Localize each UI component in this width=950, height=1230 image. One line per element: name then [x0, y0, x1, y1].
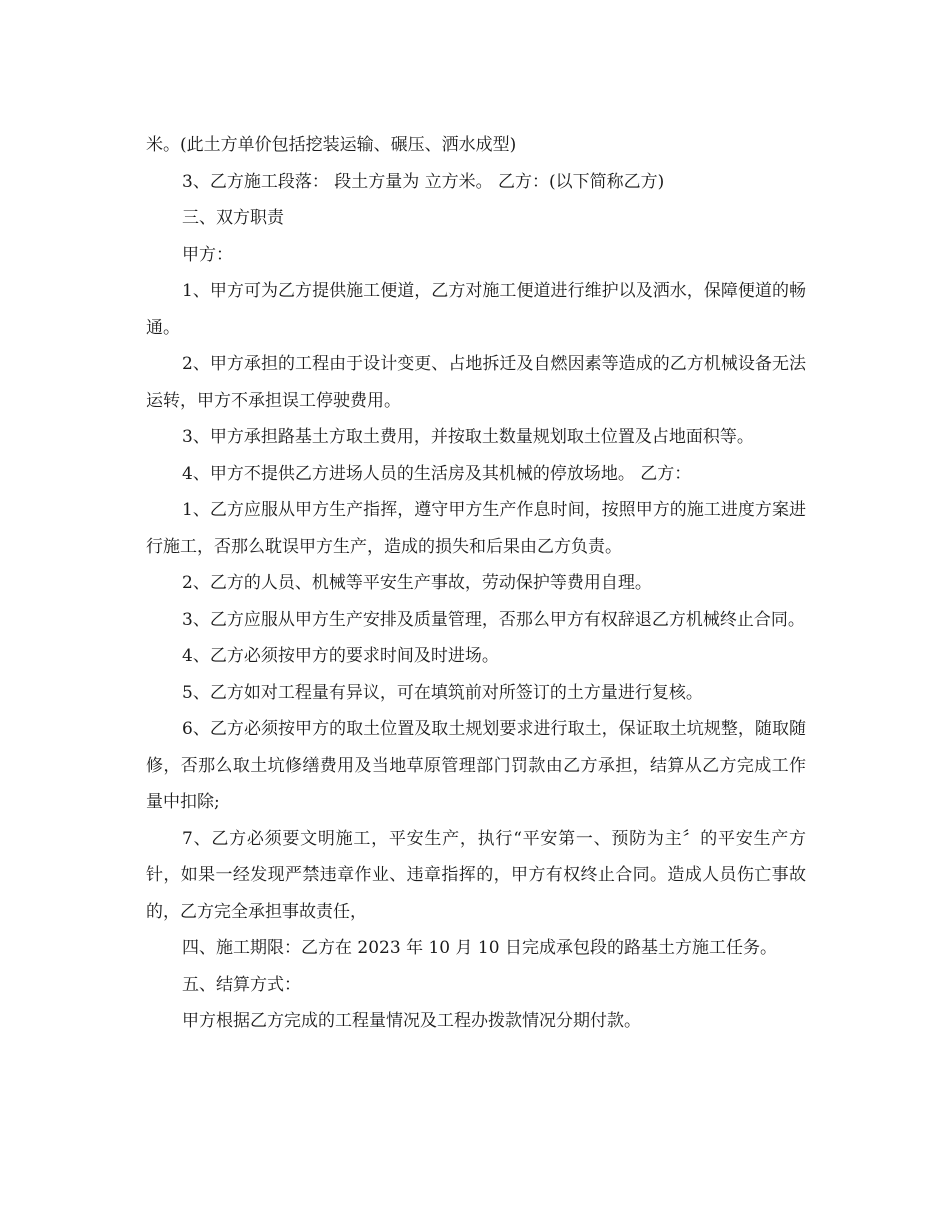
party-a-clause-3: 3、甲方承担路基土方取土费用，并按取土数量规划取土位置及占地面积等。 [182, 427, 754, 447]
party-b-clause-6: 6、乙方必须按甲方的取土位置及取土规划要求进行取土，保证取土坑规整，随取随修，否那么取土坑修缮费用及当地草原管理部门罚款由乙方承担，结算从乙方完成工作量中扣除; [146, 719, 806, 812]
party-a-heading: 甲方： [182, 244, 233, 265]
paragraph-payment-terms: 甲方根据乙方完成的工程量情况及工程办拨款情况分期付款。 [182, 1011, 641, 1031]
party-b-clause-2: 2、乙方的人员、机械等平安生产事故，劳动保护等费用自理。 [182, 573, 652, 593]
party-b-clause-3: 3、乙方应服从甲方生产安排及质量管理，否那么甲方有权辞退乙方机械终止合同。 [182, 609, 805, 630]
party-a-clause-2: 2、甲方承担的工程由于设计变更、占地拆迁及自燃因素等造成的乙方机械设备无法运转，甲方不承担误工停驶费用。 [146, 354, 806, 411]
party-b-clause-7: 7、乙方必须要文明施工，平安生产，执行“平安第一、预防为主〞的平安生产方针，如果一经发现严禁违章作业、违章指挥的，甲方有权终止合同。造成人员伤亡事故的，乙方完全承担事故责任， [146, 828, 806, 922]
section-heading-settlement: 五、结算方式： [182, 974, 301, 995]
section-heading-construction-period: 四、施工期限：乙方在 2023 年 10 月 10 日完成承包段的路基土方施工任务。 [182, 938, 777, 958]
paragraph-earthwork-price-note: 米。(此土方单价包括挖装运输、碾压、洒水成型) [146, 135, 517, 155]
paragraph-construction-section: 3、乙方施工段落： 段土方量为 立方米。 乙方：(以下简称乙方) [182, 171, 665, 192]
party-b-clause-5: 5、乙方如对工程量有异议，可在填筑前对所签订的土方量进行复核。 [182, 682, 703, 703]
party-b-clause-4: 4、乙方必须按甲方的要求时间及时进场。 [182, 646, 499, 666]
document-body [146, 127, 806, 1040]
party-a-clause-1: 1、甲方可为乙方提供施工便道，乙方对施工便道进行维护以及洒水，保障便道的畅通。 [146, 281, 806, 338]
party-a-clause-4: 4、甲方不提供乙方进场人员的生活房及其机械的停放场地。 乙方： [182, 463, 692, 484]
section-heading-responsibilities: 三、双方职责 [182, 208, 284, 228]
party-b-clause-1: 1、乙方应服从甲方生产指挥，遵守甲方生产作息时间，按照甲方的施工进度方案进行施工，否那么耽误甲方生产，造成的损失和后果由乙方负责。 [146, 500, 806, 557]
